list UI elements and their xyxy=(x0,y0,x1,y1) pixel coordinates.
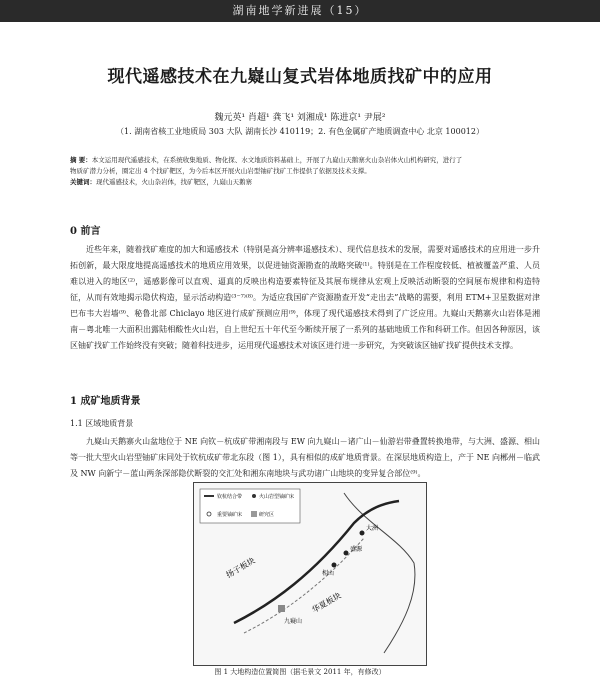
label-shengyuan: 盛源 xyxy=(350,546,363,553)
abstract-label: 摘 要： xyxy=(70,156,92,164)
deposit-dazhou xyxy=(360,531,365,536)
label-dazhou: 大洲 xyxy=(366,525,379,532)
authors: 魏元英¹ 肖超¹ 龚飞¹ 刘湘成¹ 陈进京¹ 尹展² xyxy=(214,113,386,123)
keywords: 现代遥感技术，火山杂岩体，找矿靶区，九嶷山天鹅寨 xyxy=(96,178,252,186)
legend-label-3: 重要铀矿床 xyxy=(217,512,243,518)
label-yangtze: 扬子板块 xyxy=(224,555,257,580)
legend-swatch-deposit xyxy=(252,494,256,498)
section-1-1-paragraph: 九嶷山天鹅寨火山盆地位于 NE 向钦－杭成矿带湘南段与 EW 向九嶷山－诸广山－仙游岩带叠置转换地带，与大洲、盛源、相山等一批大型火山岩型铀矿床同处于钦杭成矿带北东段（图 1），具有相似的成矿地质背景。在深层地质构造上，产于 NE 向郴州－临武及 NW 向新宁－蓝山两条深部隐伏断裂的交汇处和湘东南地块与武功诸广山地块的变异复合部位⁽⁹⁾。 xyxy=(70,437,540,478)
page-title: 现代遥感技术在九嶷山复式岩体地质找矿中的应用 xyxy=(107,67,493,87)
legend-label-2: 火山岩型铀矿床 xyxy=(259,494,295,500)
legend-label-1: 钦杭结合带 xyxy=(217,494,243,500)
abstract-text-2: 物质矿潜力分析，圈定出 4 个找矿靶区，为今后本区开展火山岩型铀矿找矿工作提供了依据及技术支撑。 xyxy=(70,167,371,175)
section-1-1-heading: 1.1 区域地质背景 xyxy=(70,419,134,428)
section-1-heading: 1 成矿地质背景 xyxy=(70,396,141,407)
journal-header: 湖南地学新进展（15） xyxy=(0,0,600,22)
abstract xyxy=(70,155,540,188)
deposit-xiangshan xyxy=(332,563,337,568)
legend-swatch-area xyxy=(251,511,257,517)
study-area xyxy=(278,605,285,612)
tectonic-map xyxy=(194,483,426,665)
section-0-heading: 0 前言 xyxy=(70,226,101,237)
figure-1 xyxy=(193,482,427,666)
affiliation: （1. 湖南省核工业地质局 303 大队 湖南长沙 410119；2. 有色金属矿产地质调查中心 北京 100012） xyxy=(116,127,484,136)
deposit-shengyuan xyxy=(344,551,349,556)
label-jiuyishan: 九嶷山 xyxy=(284,618,303,625)
label-cathaysia: 华夏板块 xyxy=(310,590,343,615)
abstract-text: 本文运用现代遥感技术，在系统收集地质、物化探、水文地质资料基础上，开展了九嶷山天鹅寨火山杂岩体火山机构研究，进行了 xyxy=(91,156,463,164)
figure-caption: 图 1 大地构造位置简图（据毛景文 2011 年，有修改） xyxy=(214,668,386,676)
legend-label-4: 研究区 xyxy=(259,512,275,518)
section-0-paragraph: 近些年来，随着找矿难度的加大和遥感技术（特别是高分辨率遥感技术）、现代信息技术的发展，需要对遥感技术的应用进一步升拓创新，最大限度地提高遥感技术的地质应用效果，以促进铀资源勘查的战略突破⁽¹⁾。特别是在工作程度较低、植被覆盖严重、人员难以进入的地区⁽²⁾，遥感影像可以直观、逼真的反映出构造要素特征及其展布规律从宏观上反映活动断裂的空间展布规律和构造特征，从而有效地揭示隐伏构造，显示活动构造⁽³⁻⁷⁾⁽⁸⁾。为适应我国矿产资源勘查开发“走出去”战略的需要，利用 ETM+卫星数据对津巴布韦大岩墙⁽⁹⁾、秘鲁北部 Chiclayo 地区进行成矿预测应用⁽⁹⁾，体现了现代遥感技术得到了广泛应用。九嶷山天鹅寨火山岩体是湘南－粤北唯一大面积出露陆相酸性火山岩，自上世纪五十年代至今断续开展了一系列的基础地质工作和科研工作。但因各种原因，该区铀矿找矿工作始终没有突破；随着科技进步，运用现代遥感技术对该区进行进一步研究，为突破该区铀矿找矿提供技术支撑。 xyxy=(70,245,540,350)
keywords-label: 关键词： xyxy=(70,178,96,186)
label-xiangshan: 相山 xyxy=(322,570,335,577)
